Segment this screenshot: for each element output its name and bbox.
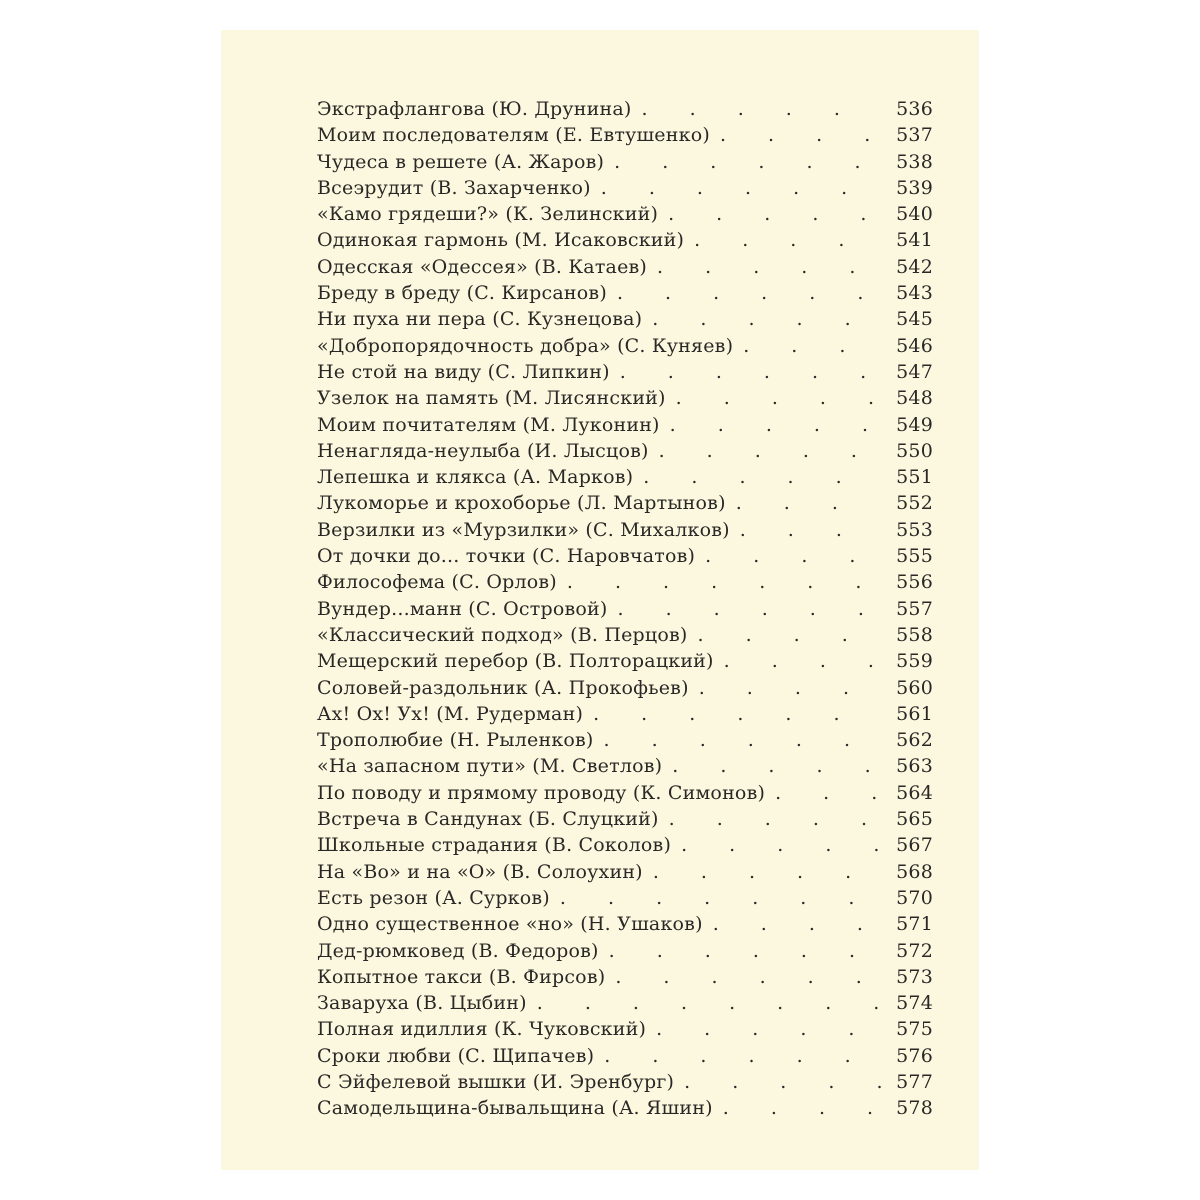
dot-leader — [601, 177, 881, 199]
book-page — [221, 30, 979, 1170]
entry-title: Вундер...манн (С. Островой) — [317, 597, 608, 620]
table-of-contents — [317, 98, 933, 1124]
dot-leader — [699, 677, 881, 699]
entry-page-number: 572 — [896, 939, 933, 962]
dot-leader — [694, 229, 881, 251]
dot-leader — [609, 940, 881, 962]
toc-entry — [317, 519, 933, 545]
toc-entry — [317, 229, 933, 255]
toc-entry — [317, 98, 933, 124]
dot-leader — [669, 808, 881, 830]
entry-page-number: 573 — [896, 965, 933, 988]
entry-page-number: 558 — [896, 623, 933, 646]
toc-entry — [317, 729, 933, 755]
dot-leader — [657, 256, 881, 278]
entry-title: Встреча в Сандунах (Б. Слуцкий) — [317, 808, 659, 831]
dot-leader — [642, 98, 881, 120]
entry-title: Лукоморье и крохоборье (Л. Мартынов) — [317, 492, 726, 515]
entry-page-number: 561 — [896, 702, 933, 725]
dot-leader — [560, 887, 881, 909]
toc-entry — [317, 598, 933, 624]
dot-leader — [668, 203, 881, 225]
entry-title: «Камо грядеши?» (К. Зелинский) — [317, 203, 659, 226]
entry-page-number: 556 — [896, 571, 933, 594]
toc-entry — [317, 571, 933, 597]
dot-leader — [743, 335, 881, 357]
toc-entry — [317, 177, 933, 203]
entry-page-number: 536 — [896, 98, 933, 120]
dot-leader — [736, 492, 881, 514]
entry-page-number: 541 — [896, 229, 933, 252]
entry-page-number: 576 — [896, 1044, 933, 1067]
dot-leader — [620, 361, 881, 383]
entry-title: По поводу и прямому проводу (К. Симонов) — [317, 781, 766, 804]
dot-leader — [676, 387, 881, 409]
toc-entry — [317, 256, 933, 282]
toc-entry — [317, 492, 933, 518]
toc-entry — [317, 703, 933, 729]
dot-leader — [567, 571, 881, 593]
entry-page-number: 578 — [896, 1097, 933, 1120]
dot-leader — [775, 782, 881, 804]
entry-title: Моим почитателям (М. Луконин) — [317, 413, 660, 436]
entry-title: Одно существенное «но» (Н. Ушаков) — [317, 913, 703, 936]
entry-title: Соловей-раздольник (А. Прокофьев) — [317, 676, 689, 699]
dot-leader — [537, 992, 881, 1014]
entry-title: На «Во» и на «О» (В. Солоухин) — [317, 860, 643, 883]
entry-title: Ненагляда-неулыба (И. Лысцов) — [317, 439, 649, 462]
dot-leader — [684, 1071, 881, 1093]
toc-entry — [317, 992, 933, 1018]
entry-title: Ах! Ох! Ух! (М. Рудерман) — [317, 702, 584, 725]
entry-title: Верзилки из «Мурзилки» (С. Михалков) — [317, 518, 730, 541]
entry-page-number: 565 — [896, 808, 933, 831]
entry-title: Экстрафлангова (Ю. Друнина) — [317, 98, 632, 120]
toc-entry — [317, 308, 933, 334]
entry-page-number: 543 — [896, 282, 933, 305]
toc-entry — [317, 913, 933, 939]
dot-leader — [697, 624, 881, 646]
dot-leader — [652, 308, 881, 330]
toc-entry — [317, 966, 933, 992]
entry-page-number: 553 — [896, 518, 933, 541]
toc-entry — [317, 1071, 933, 1097]
toc-entry — [317, 203, 933, 229]
dot-leader — [615, 966, 881, 988]
entry-title: Не стой на виду (С. Липкин) — [317, 360, 610, 383]
entry-title: Одесская «Одессея» (В. Катаев) — [317, 255, 648, 278]
toc-entry — [317, 861, 933, 887]
dot-leader — [659, 440, 881, 462]
toc-entry — [317, 387, 933, 413]
entry-page-number: 564 — [896, 781, 933, 804]
entry-title: Всеэрудит (В. Захарченко) — [317, 176, 591, 199]
toc-entry — [317, 440, 933, 466]
entry-page-number: 563 — [896, 755, 933, 778]
entry-title: «На запасном пути» (М. Светлов) — [317, 755, 663, 778]
entry-title: Философема (С. Орлов) — [317, 571, 557, 594]
toc-entry — [317, 466, 933, 492]
toc-entry — [317, 335, 933, 361]
dot-leader — [604, 729, 881, 751]
entry-title: Есть резон (А. Сурков) — [317, 886, 550, 909]
entry-page-number: 538 — [896, 150, 933, 173]
entry-page-number: 548 — [896, 387, 933, 410]
entry-title: Ни пуха ни пера (С. Кузнецова) — [317, 308, 643, 331]
toc-entry — [317, 1045, 933, 1071]
dot-leader — [670, 414, 881, 436]
toc-entry — [317, 1097, 933, 1123]
entry-title: Полная идиллия (К. Чуковский) — [317, 1018, 647, 1041]
entry-page-number: 567 — [896, 834, 933, 857]
entry-page-number: 555 — [896, 545, 933, 568]
entry-page-number: 539 — [896, 176, 933, 199]
dot-leader — [656, 1018, 881, 1040]
dot-leader — [604, 1045, 881, 1067]
dot-leader — [681, 834, 881, 856]
entry-page-number: 560 — [896, 676, 933, 699]
toc-entry — [317, 624, 933, 650]
dot-leader — [705, 545, 881, 567]
entry-page-number: 575 — [896, 1018, 933, 1041]
entry-title: От дочки до... точки (С. Наровчатов) — [317, 545, 696, 568]
dot-leader — [672, 755, 881, 777]
entry-page-number: 571 — [896, 913, 933, 936]
toc-entry — [317, 414, 933, 440]
entry-page-number: 546 — [896, 334, 933, 357]
entry-page-number: 568 — [896, 860, 933, 883]
toc-entry — [317, 808, 933, 834]
entry-title: Трополюбие (Н. Рыленков) — [317, 729, 594, 752]
entry-page-number: 550 — [896, 439, 933, 462]
toc-entry — [317, 755, 933, 781]
dot-leader — [724, 650, 881, 672]
entry-page-number: 559 — [896, 650, 933, 673]
entry-page-number: 562 — [896, 729, 933, 752]
entry-page-number: 557 — [896, 597, 933, 620]
entry-title: Лепешка и клякса (А. Марков) — [317, 466, 634, 489]
entry-page-number: 549 — [896, 413, 933, 436]
dot-leader — [653, 861, 881, 883]
entry-page-number: 551 — [896, 466, 933, 489]
toc-entry — [317, 782, 933, 808]
entry-title: Школьные страдания (В. Соколов) — [317, 834, 672, 857]
entry-title: С Эйфелевой вышки (И. Эренбург) — [317, 1070, 675, 1093]
entry-page-number: 577 — [896, 1070, 933, 1093]
entry-title: Самодельщина-бывальщина (А. Яшин) — [317, 1097, 713, 1120]
entry-page-number: 574 — [896, 992, 933, 1015]
entry-title: Чудеса в решете (А. Жаров) — [317, 150, 605, 173]
entry-title: Моим последователям (Е. Евтушенко) — [317, 124, 710, 147]
dot-leader — [643, 466, 881, 488]
entry-title: Сроки любви (С. Щипачев) — [317, 1044, 595, 1067]
dot-leader — [740, 519, 881, 541]
toc-entry — [317, 677, 933, 703]
entry-page-number: 537 — [896, 124, 933, 147]
dot-leader — [614, 151, 881, 173]
toc-entry — [317, 650, 933, 676]
entry-title: Бреду в бреду (С. Кирсанов) — [317, 282, 607, 305]
toc-entry — [317, 545, 933, 571]
dot-leader — [720, 124, 881, 146]
entry-page-number: 552 — [896, 492, 933, 515]
toc-entry — [317, 124, 933, 150]
entry-title: «Добропорядочность добра» (С. Куняев) — [317, 334, 734, 357]
toc-entry — [317, 282, 933, 308]
toc-entry — [317, 887, 933, 913]
toc-entry — [317, 151, 933, 177]
entry-title: Дед-рюмковед (В. Федоров) — [317, 939, 599, 962]
toc-entry — [317, 1018, 933, 1044]
toc-entry — [317, 940, 933, 966]
entry-title: «Классический подход» (В. Перцов) — [317, 623, 688, 646]
entry-title: Узелок на память (М. Лисянский) — [317, 387, 666, 410]
entry-title: Одинокая гармонь (М. Исаковский) — [317, 229, 685, 252]
dot-leader — [723, 1097, 881, 1119]
entry-page-number: 570 — [896, 886, 933, 909]
entry-page-number: 542 — [896, 255, 933, 278]
entry-title: Заваруха (В. Цыбин) — [317, 992, 527, 1015]
dot-leader — [617, 598, 881, 620]
entry-page-number: 545 — [896, 308, 933, 331]
toc-entry — [317, 834, 933, 860]
entry-page-number: 547 — [896, 360, 933, 383]
dot-leader — [713, 913, 881, 935]
entry-title: Мещерский перебор (В. Полторацкий) — [317, 650, 714, 673]
dot-leader — [617, 282, 881, 304]
entry-title: Копытное такси (В. Фирсов) — [317, 965, 606, 988]
entry-page-number: 540 — [896, 203, 933, 226]
toc-entry — [317, 361, 933, 387]
dot-leader — [593, 703, 881, 725]
